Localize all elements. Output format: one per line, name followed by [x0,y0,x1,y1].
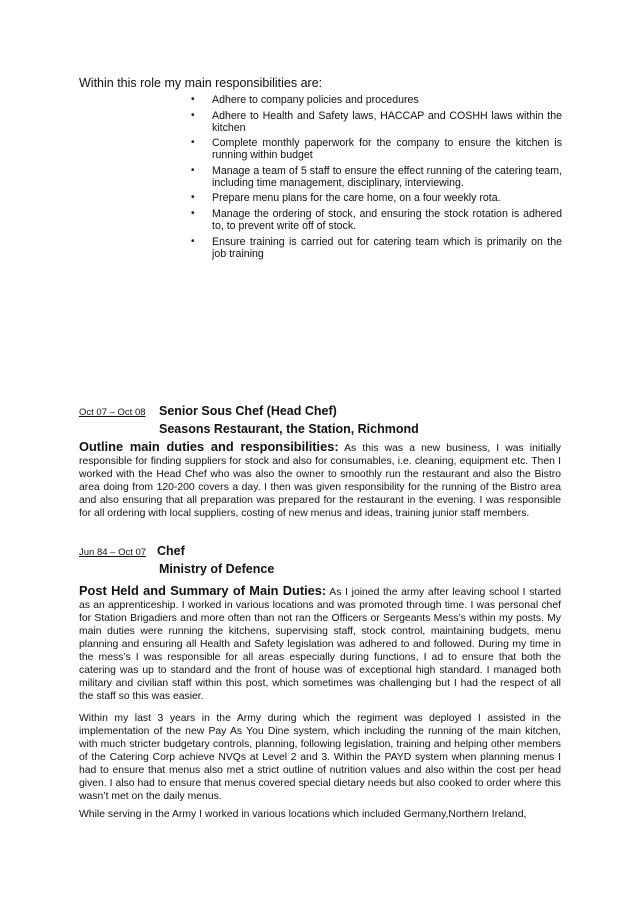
bullet-icon: • [191,164,195,176]
list-item: • Ensure training is carried out for catering team which is primarily on the job training [191,235,562,260]
job2-employer: Ministry of Defence [159,562,275,576]
job1-header [79,402,561,436]
bullet-icon: • [191,94,195,105]
job2-header [79,542,561,576]
job1-employer: Seasons Restaurant, the Station, Richmond [159,422,419,436]
job2-description [79,584,561,703]
job2-paragraph-2: Within my last 3 years in the Army during which the regiment was deployed I assisted in the implementation of the new Pay As You Dine system, which including the running of the main kitchen, with much stricter budgetary controls, planning, following legislation, training and helping other members of the Catering Corp achieve NVQs at Level 2 and 3. Within the PAYD system when planning menus I had to ensure that menus also met a strict outline of nutrition values and also within the cost per head given. I also had to ensure that menus covered special dietary needs but also cooked to order where this wasn’t met on the daily menus. [79,713,561,802]
job1-dates: Oct 07 – Oct 08 [79,407,146,418]
job2-lead: Post Held and Summary of Main Duties: [79,583,327,598]
job1-title: Senior Sous Chef (Head Chef) [159,404,337,418]
responsibilities-intro: Within this role my main responsibilities are: [79,76,323,90]
job1-description [79,440,561,520]
list-item: • Manage the ordering of stock, and ensuring the stock rotation is adhered to, to prevent write off of stock. [191,207,562,232]
job1-lead: Outline main duties and responsibilities: [79,439,339,454]
list-item: • Complete monthly paperwork for the company to ensure the kitchen is running within budget [191,137,562,162]
list-item: • Adhere to Health and Safety laws, HACCAP and COSHH laws within the kitchen [191,109,562,134]
responsibilities-list [190,94,562,263]
job1-text: As this was a new business, I was initially responsible for finding suppliers for stock and also for consumables, i.e. cleaning, equipment etc. Then I worked with the Head Chef who was also the owner to smoothly run the restaurant and also the Bistro area doing from 120-200 covers a day. I then was given responsibility for the running of the Bistro area and also ensuring that all preparation was prepared for the restaurant in the evening. I was responsible for all ordering with local suppliers, costing of new menus and ideas, training junior staff members. [79,443,561,519]
bullet-icon: • [191,192,195,204]
bullet-icon: • [191,207,195,219]
list-item: • Prepare menu plans for the care home, on a four weekly rota. [191,192,501,205]
list-item: • Manage a team of 5 staff to ensure the effect running of the catering team, including time management, disciplinary, interviewing. [191,164,562,189]
job2-text: As I joined the army after leaving school I started as an apprenticeship. I worked in various locations and was promoted through time. I was personal chef for Station Brigadiers and more often than not ran the Officers or Sergeants Mess’s within my posts. My main duties were running the kitchens, supervising staff, stock control, maintaining budgets, menu planning and ensuring all Health and Safety legislation was adhered to and followed. During my time in the mess’s I was responsible for all areas especially during functions, I ad to ensure that both the catering was up to standard and the front of house was of exceptional high standard. I managed both military and civilian staff within this post, which sometimes was challenging but I had the respect of all the staff so this was easier. [79,587,561,702]
job2-paragraph-3: While serving in the Army I worked in various locations which included Germany,Northern Ireland, [79,809,527,820]
bullet-icon: • [191,109,195,121]
bullet-icon: • [191,137,195,149]
job2-dates: Jun 84 – Oct 07 [79,547,147,558]
list-item: • Adhere to company policies and procedures [191,94,419,106]
bullet-icon: • [191,235,195,247]
job2-title: Chef [157,544,185,558]
